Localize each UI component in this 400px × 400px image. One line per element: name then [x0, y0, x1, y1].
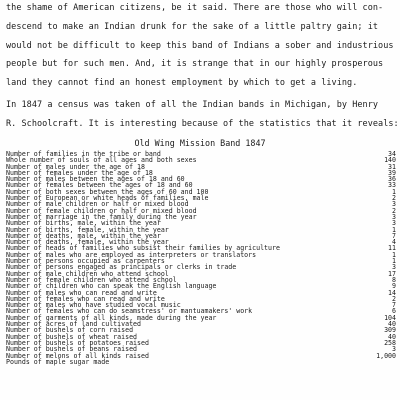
paragraph-line: R. Schoolcraft. It is interesting because of the statistics that it reveals: [6, 119, 399, 129]
row-value: 1 [392, 250, 396, 259]
row-label: Number of males who have studied vocal music [6, 301, 181, 310]
table-title: Old Wing Mission Band 1847 [134, 138, 266, 148]
row-label: Number of heads of families who subsist their families by agriculture [6, 244, 280, 253]
paragraph-line: In 1847 a census was taken of all the Indian bands in Michigan, by Henry [6, 100, 379, 110]
row-label: Number of female children who attend school [6, 275, 177, 284]
row-label: Number of persons engaged as principals or clerks in trade [6, 263, 237, 272]
row-value: 3 [392, 345, 396, 354]
row-label: Whole number of souls of all ages and both sexes [6, 156, 197, 165]
paragraph-line: people but for such men. And, it is strange that in our highly prosperous [6, 59, 384, 69]
row-value: 40 [388, 332, 396, 341]
row-label: Number of bushels of beans raised [6, 345, 138, 354]
row-value: 1,000 [376, 351, 396, 360]
row-value: 14 [388, 288, 396, 297]
row-label: Number of bushels of wheat raised [6, 332, 138, 341]
row-label: Number of European or white heads of families, male [6, 194, 209, 203]
row-label: Number of females between the ages of 18 and 60 [6, 181, 193, 190]
row-value: 3 [392, 200, 396, 209]
row-value: 1 [392, 225, 396, 234]
row-label: Number of deaths, female, within the year [6, 238, 169, 247]
row-value: 258 [384, 338, 396, 347]
row-value: 4 [392, 238, 396, 247]
paragraph-line: descend to make an Indian drunk for the sake of a little paltry gain; it [6, 22, 379, 32]
row-value: 2 [392, 194, 396, 203]
table-row [0, 359, 400, 365]
row-label: Number of males under the age of 18 [6, 162, 145, 171]
row-value: 1 [392, 257, 396, 266]
row-value: 36 [388, 175, 396, 184]
row-label: Number of births, female, within the year [6, 225, 169, 234]
row-label: Number of females who can read and write [6, 294, 165, 303]
row-label: Number of melons of all kinds raised [6, 351, 149, 360]
row-label: Number of deaths, male, within the year [6, 231, 161, 240]
row-label: Number of females who can do seamstress' or mantuamakers' work [6, 307, 253, 316]
row-label: Number of males between the ages of 18 and 60 [6, 175, 185, 184]
row-label: Number of male children who attend school [6, 269, 169, 278]
row-value: 34 [388, 150, 396, 158]
row-label: Number of garments of all kinds, made during the year [6, 313, 217, 322]
paragraph-line: would not be difficult to keep this band of Indians a sober and industrious [6, 41, 394, 51]
row-value: 8 [392, 275, 396, 284]
row-label: Number of males who are employed as interpreters or translators [6, 250, 257, 259]
row-label: Number of bushels of potatoes raised [6, 338, 149, 347]
row-value: 31 [388, 162, 396, 171]
row-label: Number of both sexes between the ages of 60 and 100 [6, 187, 209, 196]
row-value: 11 [388, 244, 396, 253]
row-label: Number of male children or half or mixed blood [6, 200, 189, 209]
row-value: 6 [392, 307, 396, 316]
row-value: 3 [392, 263, 396, 272]
row-value: 1 [392, 187, 396, 196]
row-label: Number of marriage in the family during the year [6, 212, 197, 221]
row-label: Number of females under the age of 18 [6, 168, 153, 177]
row-value: 33 [388, 181, 396, 190]
row-value: 3 [392, 212, 396, 221]
row-value: 7 [392, 231, 396, 240]
row-value: 2 [392, 294, 396, 303]
row-label: Number of births, male, within the year [6, 219, 161, 228]
row-label: Number of children who can speak the English language [6, 282, 217, 291]
row-value: 7 [392, 301, 396, 310]
row-value: 40 [388, 320, 396, 329]
row-value: 309 [384, 326, 396, 335]
row-label: Number of acres of land cultivated [6, 320, 141, 329]
row-value: 3 [392, 219, 396, 228]
census-table [0, 151, 400, 365]
paragraph-line: land they cannot find an honest employment by which to get a living. [6, 78, 358, 88]
row-value: 9 [392, 282, 396, 291]
row-label: Number of female children or half or mixed blood [6, 206, 197, 215]
row-value: 140 [384, 156, 396, 165]
paragraph-line: the shame of American citizens, be it said. There are those who will con- [6, 3, 384, 13]
row-label: Number of bushels of corn raised [6, 326, 134, 335]
row-label: Number of males who can read and write [6, 288, 157, 297]
row-label: Number of families in the tribe or band [6, 150, 161, 158]
row-value: 39 [388, 168, 396, 177]
row-value: 104 [384, 313, 396, 322]
row-value: 2 [392, 206, 396, 215]
row-label: Pounds of maple sugar made [6, 357, 110, 366]
row-label: Number of persons occupied as carpenters [6, 257, 165, 266]
row-value: 17 [388, 269, 396, 278]
